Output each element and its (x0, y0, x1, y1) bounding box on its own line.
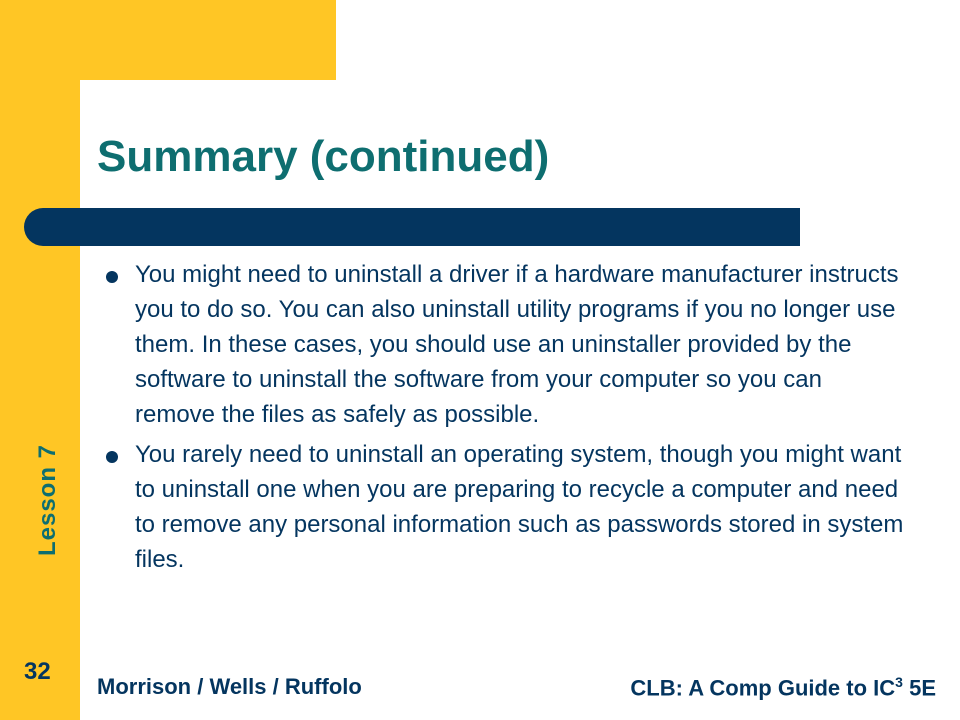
slide-title: Summary (continued) (97, 132, 550, 181)
footer-book-superscript: 3 (895, 674, 903, 690)
top-accent-bar (0, 0, 336, 80)
side-accent-bar (0, 0, 80, 720)
lesson-label: Lesson 7 (34, 443, 61, 557)
title-underline-bar (24, 208, 800, 246)
footer-book-prefix: CLB: A Comp Guide to IC (630, 675, 896, 701)
bullet-item (106, 437, 906, 577)
bullet-text: You rarely need to uninstall an operating system, though you might want to uninstall one when you are preparing to recycle a computer and need to remove any personal information such as passwords stored in system files. (135, 441, 904, 573)
bullet-text: You might need to uninstall a driver if a hardware manufacturer instructs you to do so. You can also uninstall utility programs if you no longer use them. In these cases, you should use an uninstaller provided by the software to uninstall the software from your computer so you can remove the files as safely as possible. (135, 261, 899, 428)
bullet-dot-icon (106, 271, 118, 283)
footer-book-title (630, 674, 936, 701)
footer-authors: Morrison / Wells / Ruffolo (97, 674, 362, 699)
bullet-list (106, 257, 906, 582)
bullet-item (106, 257, 906, 432)
page-number: 32 (24, 658, 51, 685)
bullet-dot-icon (106, 451, 118, 463)
footer-book-suffix: 5E (902, 675, 936, 701)
